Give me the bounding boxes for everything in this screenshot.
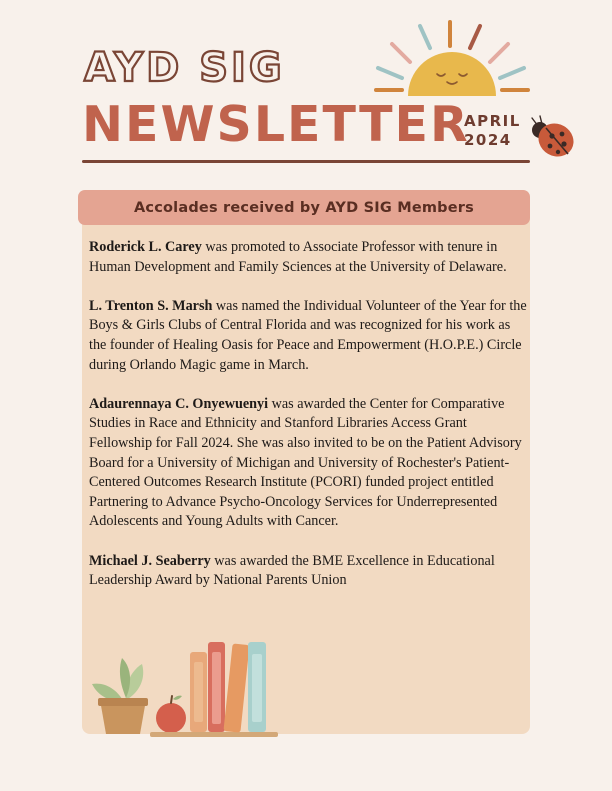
shelf-illustration <box>86 640 286 740</box>
accolade-text: was awarded the BME Excellence in Educational Leadership Award by National Parents Union <box>89 552 495 589</box>
ladybug-icon <box>526 114 578 162</box>
books-icon <box>190 642 266 733</box>
member-name: Roderick L. Carey <box>89 239 202 255</box>
shelf <box>150 732 278 737</box>
accolade-text: was named the Individual Volunteer of the Year for the Boys & Girls Clubs of Central Florida and was recognized for his work as the founder of Healing Oasis for Peace and Empowerment (H.O.P.E.) Circle during Orlando Magic game in March. <box>89 297 527 373</box>
accolade-item <box>89 297 529 375</box>
newsletter-org-title: AYD SIG <box>84 45 285 91</box>
accolade-item <box>89 238 529 277</box>
issue-year: 2024 <box>464 131 512 149</box>
accolade-item <box>89 395 529 532</box>
accolade-text: was awarded the Center for Comparative Studies in Race and Ethnicity and Stanford Libraries Access Grant Fellowship for Fall 2024. She was also invited to be on the Patient Advisory Board for a University of Michigan and University of Rochester's Patient-Centered Outcomes Research Institute (PCORI) funded project entitled Partnering to Advance Psycho-Oncology Services for Underrepresented Adolescents and Young Adults with Cancer. <box>89 395 522 530</box>
accolades-list <box>89 238 529 610</box>
issue-date <box>464 112 521 150</box>
section-header <box>78 190 530 225</box>
accolade-item <box>89 552 529 591</box>
section-heading: Accolades received by AYD SIG Members <box>134 199 474 216</box>
apple-icon <box>156 696 186 733</box>
masthead-divider <box>82 160 530 163</box>
issue-month: APRIL <box>464 112 521 130</box>
potted-plant-icon <box>92 658 148 734</box>
sun-icon <box>372 16 532 100</box>
member-name: Michael J. Seaberry <box>89 552 211 569</box>
accolade-text: was promoted to Associate Professor with tenure in Human Development and Family Sciences at the University of Delaware. <box>89 239 507 275</box>
member-name: L. Trenton S. Marsh <box>89 297 213 314</box>
member-name: Adaurennaya C. Onyewuenyi <box>89 395 269 412</box>
masthead <box>0 0 612 175</box>
newsletter-title: NEWSLETTER <box>82 96 470 153</box>
